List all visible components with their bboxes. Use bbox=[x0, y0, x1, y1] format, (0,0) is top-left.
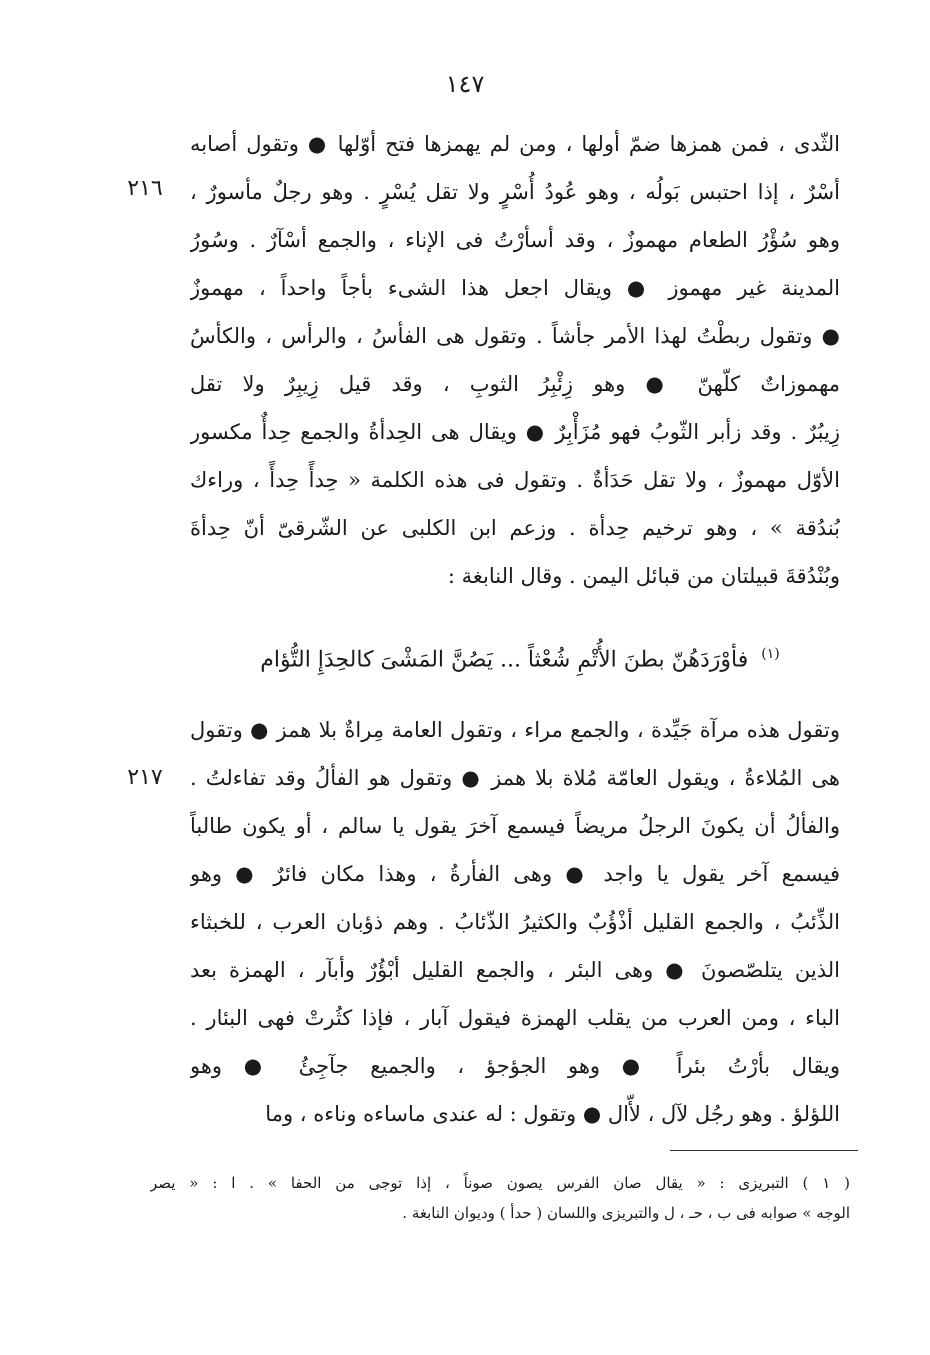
text-line: المدينة غير مهموز ● ويقال اجعل هذا الشىء بأجاً واحداً ، مهموزٌ bbox=[190, 276, 840, 300]
margin-number: ٢١٦ bbox=[127, 176, 163, 201]
text-line: بُندُقة » ، وهو ترخيم حِدأة . وزعم ابن الكلبى عن الشّرقىّ أنّ حِدأةَ bbox=[190, 516, 840, 540]
paragraph-1 bbox=[190, 120, 840, 600]
text-line: الباء ، ومن العرب من يقلب الهمزة فيقول آبار ، فإذا كثُرتْ فهى البئار . bbox=[190, 1006, 840, 1030]
text-line: والفألُ أن يكونَ الرجلُ مريضاً فيسمع آخرَ يقول يا سالم ، أو يكون طالباً bbox=[190, 814, 840, 838]
verse-footnote-mark: (١) bbox=[761, 646, 780, 662]
text-line: هى المُلاءةُ ، ويقول العامّة مُلاة بلا همز ● وتقول هو الفألُ وقد تفاءلتُ . bbox=[190, 766, 840, 790]
margin-number: ٢١٧ bbox=[127, 765, 163, 790]
footnote-line: ( ١ ) التبريزى : « يقال صان الفرس يصون صوناً ، إذا توجى من الحفا » . ا : « يصر bbox=[150, 1174, 850, 1192]
text-line: الأوّل مهموزٌ ، ولا تقل حَدَأةٌ . وتقول فى هذه الكلمة « حِدأً حِدأً ، وراءك bbox=[190, 468, 840, 492]
text-line: مهموزاتٌ كلّهنّ ● وهو زِئْبِرُ الثوبِ ، وقد قيل زِيبِرٌ ولا تقل bbox=[190, 372, 840, 396]
text-line: وبُنْدُقةَ قبيلتان من قبائل اليمن . وقال النابغة : bbox=[447, 564, 840, 588]
footnote-divider bbox=[670, 1150, 858, 1151]
paragraph-2 bbox=[190, 706, 840, 1138]
footnote-line: الوجه » صوابه فى ب ، حـ ، ل والتبريزى واللسان ( حدأ ) وديوان النابغة . bbox=[402, 1204, 850, 1222]
text-line: الذين يتلصّصونَ ● وهى البئر ، والجمع القليل أبْؤُرٌ وأبآر ، الهمزة بعد bbox=[190, 958, 840, 982]
text-line: أسْرٌ ، إذا احتبس بَولُه ، وهو عُودُ أُسْرٍ ولا تقل يُسْرٍ . وهو رجلٌ مأسورٌ ، bbox=[190, 180, 840, 204]
poem-verse bbox=[200, 630, 840, 684]
text-line: ويقال بأرْتُ بئراً ● وهو الجؤجؤ ، والجميع جآجِئُ ● وهو bbox=[190, 1054, 840, 1078]
text-line: وتقول هذه مرآة جَيِّدة ، والجمع مراء ، وتقول العامة مِراةٌ بلا همز ● وتقول bbox=[190, 718, 840, 742]
text-line: فيسمع آخر يقول يا واجد ● وهى الفأرةُ ، وهذا مكان فائرٌ ● وهو bbox=[190, 862, 840, 886]
text-line: اللؤلؤ . وهو رجُل لآل ، لأّال ● وتقول : له عندى ماساءه وناءه ، وما bbox=[265, 1102, 840, 1126]
verse-text: فأوْرَدَهُنّ بطنَ الأُتْمِ شُعْثاً ... يَصُنَّ المَشْىَ كالحِدَإِ التُّؤام bbox=[260, 647, 749, 673]
text-line: وهو سُؤْرُ الطعام مهموزٌ ، وقد أسأرْتُ فى الإناء ، والجمع أسْآرٌ . وسُورُ bbox=[190, 228, 840, 252]
footnotes bbox=[150, 1168, 850, 1228]
text-line: زِيبُرٌ . وقد زأبر الثّوبُ فهو مُزَأْبِرٌ ● ويقال هى الحِدأةُ والجمع حِدأٌ مكسور bbox=[190, 420, 840, 444]
page-number: ١٤٧ bbox=[445, 70, 485, 98]
text-line: الثّدى ، فمن همزها ضمّ أولها ، ومن لم يهمزها فتح أوّلها ● وتقول أصابه bbox=[190, 132, 840, 156]
text-line: الذِّئبُ ، والجمع القليل أذْؤُبٌ والكثيرُ الذّئابُ . وهم ذؤبان العرب ، للخبثاء bbox=[190, 910, 840, 934]
text-line: ● وتقول ربطْتُ لهذا الأمر جأشاً . وتقول هى الفأسُ ، والرأس ، والكأسُ bbox=[190, 324, 840, 348]
